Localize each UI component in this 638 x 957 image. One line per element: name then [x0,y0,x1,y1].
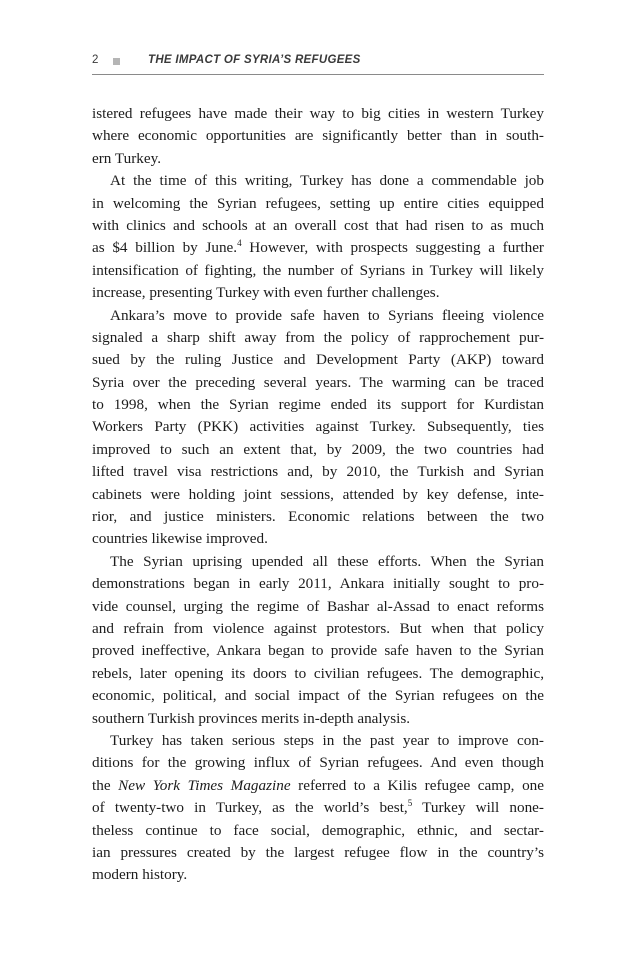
text-line: ian pressures created by the largest refugee flow in the country’s [92,843,544,861]
text-line: vide counsel, urging the regime of Bashar al-Assad to enact reforms [92,597,544,615]
text-segment: of twenty-two in Turkey, as the world’s best, [92,799,408,817]
text-line: where economic opportunities are significantly better than in south- [92,127,544,145]
text-line [92,237,544,259]
text-line: rebels, later opening its doors to civilian refugees. The demographic, [92,664,544,682]
text-line: signaled a sharp shift away from the policy of rapprochement pur- [92,328,544,346]
text-line: modern history. [92,866,188,884]
text-line: cabinets were holding joint sessions, attended by key defense, inte- [92,485,544,503]
publication-title: New York Times Magazine [118,776,291,794]
square-bullet-icon [113,58,120,65]
text-line: increase, presenting Turkey with even further challenges. [92,284,440,302]
text-line: intensification of fighting, the number of Syrians in Turkey will likely [92,261,544,279]
footnote-ref: 4 [237,238,242,249]
text-segment: However, with prospects suggesting a further [241,239,544,257]
text-line: improved to such an extent that, by 2009, the two countries had [92,440,544,458]
text-line: economic, political, and social impact of the Syrian refugees on the [92,687,544,705]
text-segment: as $4 billion by June. [92,239,238,257]
text-line: Ankara’s move to provide safe haven to Syrians fleeing violence [110,306,544,324]
paragraph-1 [92,103,544,170]
text-line: sued by the ruling Justice and Development Party (AKP) toward [92,351,544,369]
text-line: and refrain from violence against protestors. But when that policy [92,619,544,637]
text-line: ern Turkey. [92,149,162,167]
page-number: 2 [92,54,99,66]
text-line: lifted travel visa restrictions and, by 2010, the Turkish and Syrian [92,463,544,481]
paragraph-2 [92,170,544,304]
text-line: Workers Party (PKK) activities against Turkey. Subsequently, ties [92,418,544,436]
text-line: with clinics and schools at an overall cost that had risen to as much [92,216,544,234]
running-header [92,54,544,70]
text-line: demonstrations began in early 2011, Ankara initially sought to pro- [92,575,544,593]
text-line: Turkey has taken serious steps in the past year to improve con- [110,731,544,749]
text-line: ditions for the growing influx of Syrian refugees. And even though [92,754,544,772]
text-line [92,775,544,797]
text-line: The Syrian uprising upended all these efforts. When the Syrian [110,552,544,570]
body-text [92,103,544,887]
paragraph-5 [92,730,544,887]
text-line: to 1998, when the Syrian regime ended its support for Kurdistan [92,396,544,414]
paragraph-4 [92,551,544,730]
paragraph-3 [92,305,544,551]
text-line: Syria over the preceding several years. The warming can be traced [92,373,544,391]
text-segment: the [92,776,119,794]
footnote-ref: 5 [407,798,413,809]
text-line [92,797,544,819]
running-title: THE IMPACT OF SYRIA’S REFUGEES [148,54,361,66]
text-line: southern Turkish provinces merits in-depth analysis. [92,709,411,727]
text-line: At the time of this writing, Turkey has done a commendable job [110,172,544,190]
text-line: theless continue to face social, demographic, ethnic, and sectar- [92,821,544,839]
text-line: istered refugees have made their way to big cities in western Turkey [92,105,544,122]
text-line: countries likewise improved. [92,530,268,548]
header-rule [92,74,544,75]
text-line: rior, and justice ministers. Economic relations between the two [92,508,544,526]
text-segment: Turkey will none- [412,799,544,817]
text-line: proved ineffective, Ankara began to provide safe haven to the Syrian [92,642,544,660]
text-line: in welcoming the Syrian refugees, setting up entire cities equipped [92,194,544,212]
text-segment: referred to a Kilis refugee camp, one [290,776,544,794]
